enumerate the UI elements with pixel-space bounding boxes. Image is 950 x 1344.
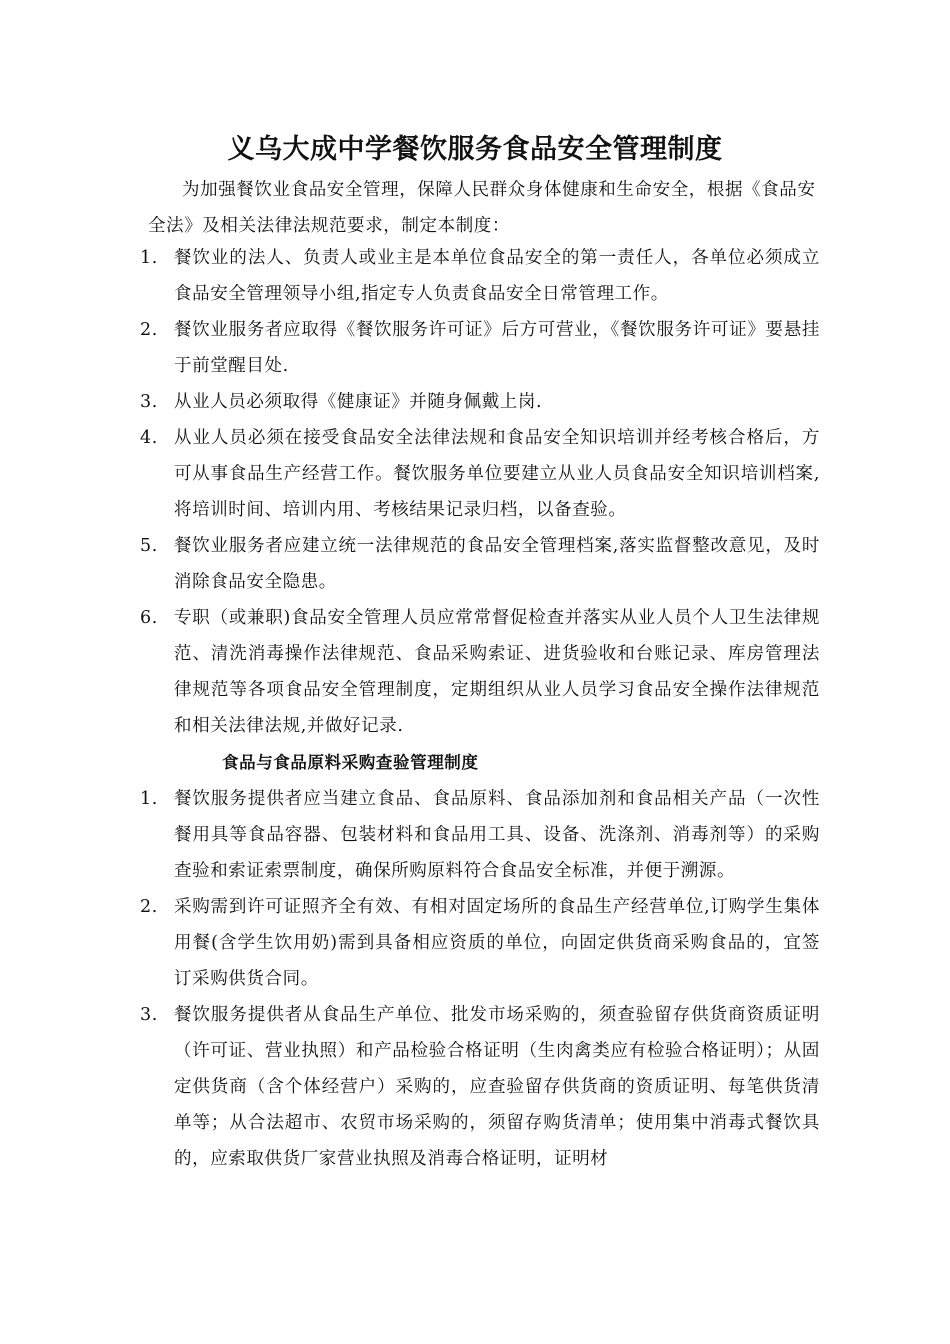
list-item <box>140 240 820 312</box>
item-number: 4. <box>140 428 158 448</box>
item-text: 专职（或兼职)食品安全管理人员应常常督促检查并落实从业人员个人卫生法律规范、清洗消毒操作法律规范、食品采购索证、进货验收和台账记录、库房管理法律规范等各项食品安全管理制度，定期组织从业人员学习食品安全操作法律规范和相关法律法规,并做好记录. <box>174 608 820 736</box>
item-number: 2. <box>140 897 158 917</box>
list-item <box>140 528 820 600</box>
item-number: 5. <box>140 536 158 556</box>
item-text: 采购需到许可证照齐全有效、有相对固定场所的食品生产经营单位,订购学生集体用餐(含学生饮用奶)需到具备相应资质的单位，向固定供货商采购食品的，宜签订采购供货合同。 <box>174 897 820 989</box>
list-item <box>140 384 820 420</box>
document-title: 义乌大成中学餐饮服务食品安全管理制度 <box>227 134 723 165</box>
item-text: 餐饮业的法人、负责人或业主是本单位食品安全的第一责任人，各单位必须成立食品安全管理领导小组,指定专人负责食品安全日常管理工作。 <box>174 248 820 304</box>
list-item <box>140 781 820 889</box>
list-item <box>140 889 820 997</box>
section-food-safety-management <box>140 240 820 744</box>
item-number: 3. <box>140 1005 158 1025</box>
list-item <box>140 600 820 744</box>
item-number: 2. <box>140 320 158 340</box>
section-subtitle: 食品与食品原料采购查验管理制度 <box>222 753 479 772</box>
intro-paragraph: 为加强餐饮业食品安全管理，保障人民群众身体健康和生命安全，根据《食品安全法》及相关法律法规范要求，制定本制度： <box>148 180 816 236</box>
item-number: 1. <box>140 248 158 268</box>
item-text: 从业人员必须取得《健康证》并随身佩戴上岗. <box>174 392 543 412</box>
item-number: 1. <box>140 789 158 809</box>
procurement-list <box>140 781 820 1177</box>
list-item <box>140 997 820 1177</box>
item-text: 餐饮业服务者应建立统一法律规范的食品安全管理档案,落实监督整改意见，及时消除食品安全隐患。 <box>174 536 820 592</box>
item-text: 从业人员必须在接受食品安全法律法规和食品安全知识培训并经考核合格后，方可从事食品生产经营工作。餐饮服务单位要建立从业人员食品安全知识培训档案,将培训时间、培训内用、考核结果记录归档，以备查验。 <box>174 428 820 520</box>
item-text: 餐饮业服务者应取得《餐饮服务许可证》后方可营业，《餐饮服务许可证》要悬挂于前堂醒目处. <box>174 320 820 376</box>
item-text: 餐饮服务提供者从食品生产单位、批发市场采购的，须查验留存供货商资质证明（许可证、营业执照）和产品检验合格证明（生肉禽类应有检验合格证明）；从固定供货商（含个体经营户）采购的，应查验留存供货商的资质证明、每笔供货清单等；从合法超市、农贸市场采购的，须留存购货清单；使用集中消毒式餐饮具的，应索取供货厂家营业执照及消毒合格证明，证明材 <box>174 1005 820 1169</box>
list-item <box>140 312 820 384</box>
item-number: 3. <box>140 392 158 412</box>
item-text: 餐饮服务提供者应当建立食品、食品原料、食品添加剂和食品相关产品（一次性餐用具等食品容器、包装材料和食品用工具、设备、洗涤剂、消毒剂等）的采购查验和索证索票制度，确保所购原料符合食品安全标准，并便于溯源。 <box>174 789 820 881</box>
item-number: 6. <box>140 608 158 628</box>
list-item <box>140 420 820 528</box>
